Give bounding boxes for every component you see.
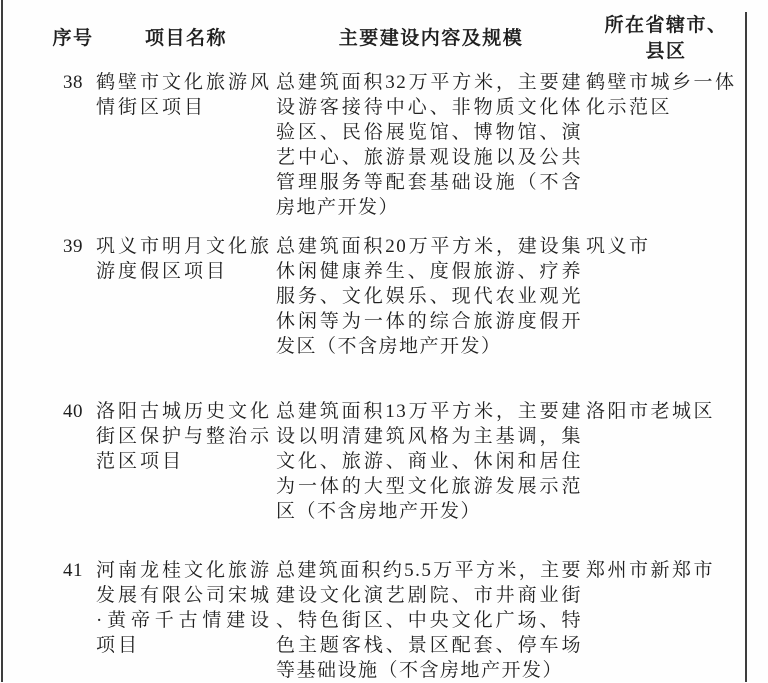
header-construction-content: 主要建设内容及规模 [338, 28, 524, 49]
row-number: 38 [63, 72, 83, 93]
construction-content: 总建筑面积20万平方米，建设集休闲健康养生、度假旅游、疗养服务、文化娱乐、现代农业观光休闲等为一体的综合旅游度假开发区（不含房地产开发） [276, 236, 582, 357]
header-location [586, 13, 746, 65]
row-number: 40 [63, 401, 83, 422]
row-number: 41 [63, 560, 83, 581]
table-row [50, 399, 768, 524]
project-location: 郑州市新郑市 [586, 560, 716, 581]
table-header-row [50, 13, 768, 65]
table-row [50, 558, 768, 683]
construction-content: 总建筑面积13万平方米，主要建设以明清建筑风格为主基调，集文化、旅游、商业、休闲和居住为一体的大型文化旅游发展示范区（不含房地产开发） [276, 401, 582, 522]
construction-content: 总建筑面积32万平方米，主要建设游客接待中心、非物质文化体验区、民俗展览馆、博物馆、演艺中心、旅游景观设施以及公共管理服务等配套基础设施（不含房地产开发） [276, 72, 582, 218]
header-no: 序号 [52, 28, 94, 49]
header-project-name: 项目名称 [144, 28, 227, 49]
project-location: 鹤壁市城乡一体化示范区 [586, 72, 737, 118]
construction-content: 总建筑面积约5.5万平方米，主要建设文化演艺剧院、市井商业街、特色街区、中央文化广场、特色主题客栈、景区配套、停车场等基础设施（不含房地产开发） [276, 560, 582, 681]
project-name: 洛阳古城历史文化街区保护与整治示范区项目 [96, 401, 273, 472]
table-row [50, 234, 768, 359]
project-location: 巩义市 [586, 236, 651, 257]
header-location-text: 所在省辖市、县区 [604, 15, 728, 62]
table-row [50, 70, 768, 220]
project-name: 河南龙桂文化旅游发展有限公司宋城·黄帝千古情建设项目 [96, 560, 273, 656]
project-name: 巩义市明月文化旅游度假区项目 [96, 236, 273, 282]
project-name: 鹤壁市文化旅游风情街区项目 [96, 72, 273, 118]
project-location: 洛阳市老城区 [586, 401, 716, 422]
row-number: 39 [63, 236, 83, 257]
